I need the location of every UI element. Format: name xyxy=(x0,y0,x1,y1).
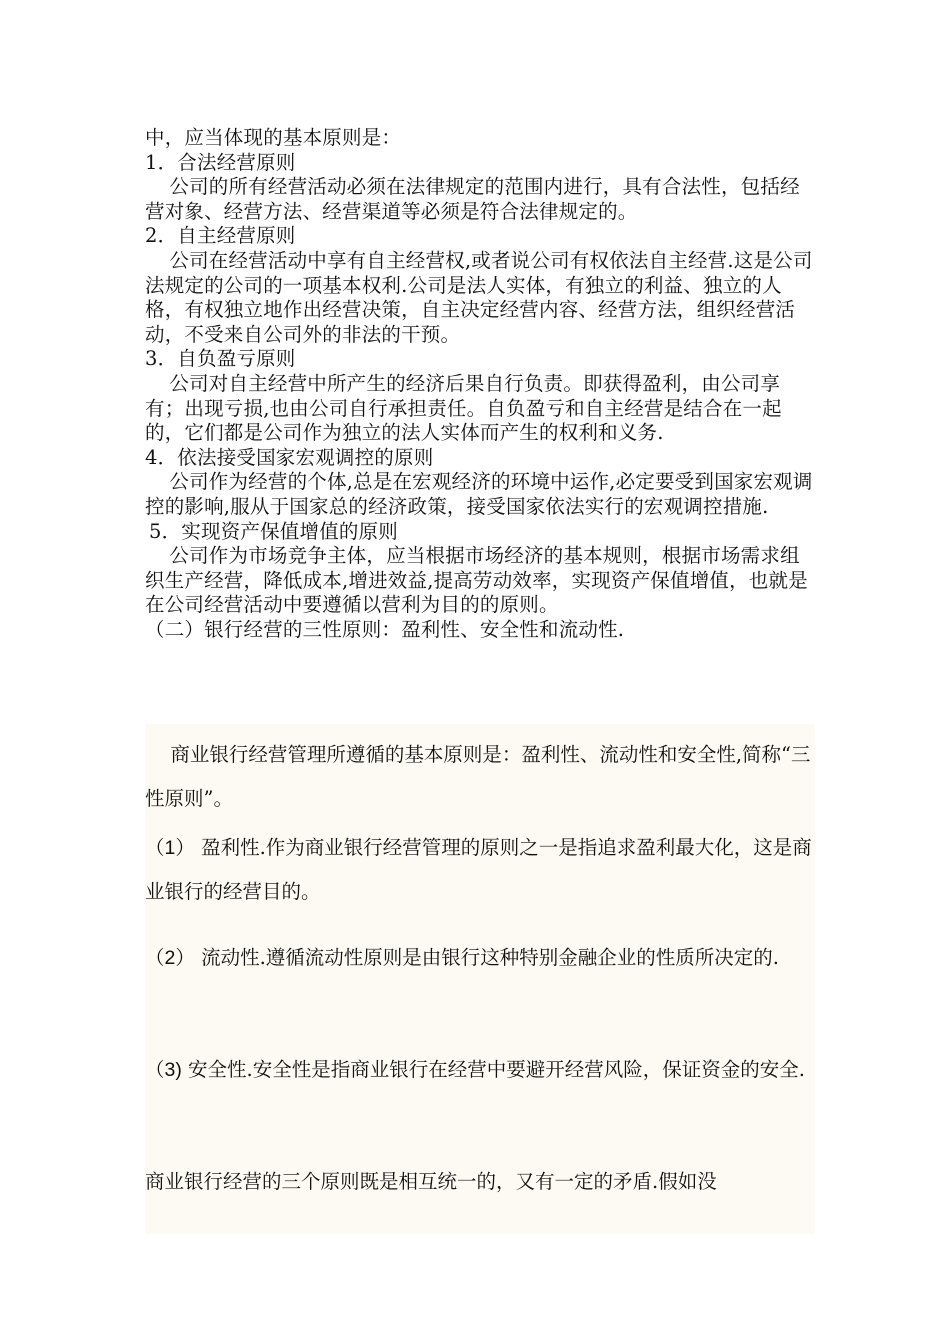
principle-5-title: 5．实现资产保值增值的原则 xyxy=(149,519,399,543)
principle-1-body: 公司的所有经营活动必须在法律规定的范围内进行，具有合法性，包括经营对象、经营方法、经营渠道等必须是符合法律规定的。 xyxy=(145,175,800,223)
s2-item-1-num: （1） xyxy=(145,837,195,859)
s2-item-3-text: 安全性.安全性是指商业银行在经营中要避开经营风险，保证资金的安全. xyxy=(188,1058,805,1081)
intro-line: 中，应当体现的基本原则是： xyxy=(145,126,402,149)
s2-item-2-num: （2） xyxy=(145,947,195,969)
s2-item-2-text: 流动性.遵循流动性原则是由银行这种特别金融企业的性质所决定的. xyxy=(201,946,779,969)
principle-4-title: 4．依法接受国家宏观调控的原则 xyxy=(145,445,434,469)
s2-item-1 xyxy=(145,826,815,914)
principle-2-body: 公司在经营活动中享有自主经营权,或者说公司有权依法自主经营.这是公司法规定的公司的一项基本权利.公司是法人实体，有独立的利益、独立的人格，有权独立地作出经营决策，自主决定经营内容、经营方法，组织经营活动，不受来自公司外的非法的干预。 xyxy=(145,248,813,346)
principle-4-body: 公司作为经营的个体,总是在宏观经济的环境中运作,必定要受到国家宏观调控的影响,服从于国家总的经济政策，接受国家依法实行的宏观调控措施. xyxy=(145,470,813,518)
principle-5-body: 公司作为市场竞争主体，应当根据市场经济的基本规则，根据市场需求组织生产经营，降低成本,增进效益,提高劳动效率，实现资产保值增值，也就是在公司经营活动中要遵循以营利为目的的原则。 xyxy=(145,544,808,617)
s2-item-3-block xyxy=(145,1048,815,1092)
principle-3-title: 3．自负盈亏原则 xyxy=(145,347,296,371)
principle-3-body: 公司对自主经营中所产生的经济后果自行负责。即获得盈利，由公司享有；出现亏损,也由公司自行承担责任。自负盈亏和自主经营是结合在一起的，它们都是公司作为独立的法人实体而产生的权利和义务. xyxy=(145,371,782,445)
s2-item-1-text: 盈利性.作为商业银行经营管理的原则之一是指追求盈利最大化，这是商业银行的经营目的。 xyxy=(145,836,812,903)
principles-section xyxy=(145,126,815,642)
principle-2-title: 2．自主经营原则 xyxy=(145,224,296,248)
s2-item-3 xyxy=(145,1048,815,1092)
s2-item-2 xyxy=(145,936,815,980)
s2-intro: 商业银行经营管理所遵循的基本原则是：盈利性、流动性和安全性,简称“三性原则”。 xyxy=(145,743,811,810)
s2-item-3-num: （3) xyxy=(145,1059,182,1081)
s2-last-line: 商业银行经营的三个原则既是相互统一的，又有一定的矛盾.假如没 xyxy=(145,1170,717,1193)
s2-intro-block xyxy=(145,733,815,821)
s2-item-2-block xyxy=(145,936,815,980)
s2-last-block xyxy=(145,1160,815,1204)
principle-1-title: 1．合法经营原则 xyxy=(145,150,296,174)
section-2-title: （二）银行经营的三性原则：盈利性、安全性和流动性. xyxy=(145,617,625,641)
s2-item-1-block xyxy=(145,826,815,914)
